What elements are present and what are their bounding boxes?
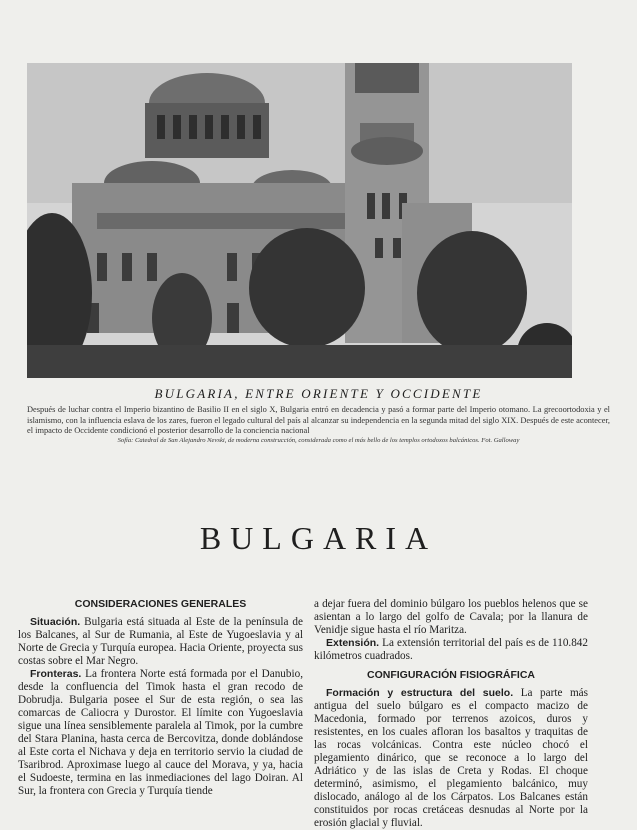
paragraph-text: La frontera Norte está formada por el Danubio, desde la confluencia del Timok hasta el gran recodo de Dobrudja. Bulgaria posee el Sur de esta región, o sea las comarcas de Caliocra y Durostor. El límite con Yugoeslavia sigue una línea sensiblemente paralela al Timok, por la cumbre del Stara Planina, hasta cerca de Bercovitza, donde doblándose al Este corta el Nichava y deja en territorio servio la ciudad de Tsaribrod. Aproximase luego al cauce del Morava, y ya, hacia el Sudoeste, termina en las inmediaciones del lago Doiran. Al Sur, la frontera con Grecia y Turquía tiende [18, 668, 303, 797]
paragraph-text: Bulgaria está situada al Este de la península de los Balcanes, al Sur de Rumania, al Este de Yugoeslavia y al Norte de Grecia y Turquía europea. Hacia Oriente, proyecta sus costas sobre el Mar Negro. [18, 616, 303, 667]
paragraph-formation [314, 687, 588, 830]
left-column [18, 598, 303, 798]
paragraph-continuation: a dejar fuera del dominio búlgaro los pueblos helenos que se asientan a lo largo del golfo de Cavala; por la llanura de Venidje sigue hasta el río Maritza. [314, 598, 588, 636]
section-heading-physiography: CONFIGURACIÓN FISIOGRÁFICA [367, 669, 535, 681]
right-column [314, 598, 588, 830]
cathedral-illustration [27, 63, 572, 378]
paragraph-text: La extensión territorial del país es de 110.842 kilómetros cuadrados. [314, 637, 588, 662]
paragraph-lead: Situación. [30, 616, 81, 628]
photo-title: BULGARIA, ENTRE ORIENTE Y OCCIDENTE [154, 386, 483, 401]
section-heading-general: CONSIDERACIONES GENERALES [74, 598, 247, 610]
paragraph-lead: Fronteras. [30, 668, 82, 680]
page-title: BULGARIA [199, 520, 438, 556]
photo-credit: Sofía: Catedral de San Alejandro Nevski, de moderna construcción, considerada como el más bello de los templos ortodoxos balcánicos. Fot. Galloway [117, 437, 520, 444]
paragraph-lead: Formación y estructura del suelo. [326, 687, 514, 699]
paragraph-situacion [18, 616, 303, 668]
photo-caption: Después de luchar contra el Imperio bizantino de Basilio II en el siglo X, Bulgaria entró en decadencia y pasó a formar parte del Imperio otomano. La grecoortodoxia y el islamismo, con la influencia eslava de los zares, fueron el legado cultural del país al alcanzar su independencia en la segunda mitad del siglo XIX. Después de este acontecer, el impacto de Occidente condicionó el posterior desarrollo de la conciencia nacional [27, 405, 610, 436]
paragraph-lead: Extensión. [326, 637, 380, 649]
paragraph-text: La parte más antigua del suelo búlgaro es el compacto macizo de Macedonia, formado por terrenos azoicos, duros y resistentes, en los cuales afloran los basaltos y traquitas de las rocas volcánicas. Contra este núcleo chocó el plegamiento dinárico, que se reconoce a lo largo del Adriático y de las islas de Creta y Rodas. El choque determinó, asimismo, el plegamiento balcánico, muy dislocado, análogo al de los Cárpatos. Los Balcanes están constituidos por rocas cretáceas desnudas al Norte por la erosión glacial y fluvial. [314, 687, 588, 829]
cathedral-photo [27, 63, 572, 378]
paragraph-fronteras [18, 668, 303, 798]
paragraph-extension [314, 637, 588, 663]
